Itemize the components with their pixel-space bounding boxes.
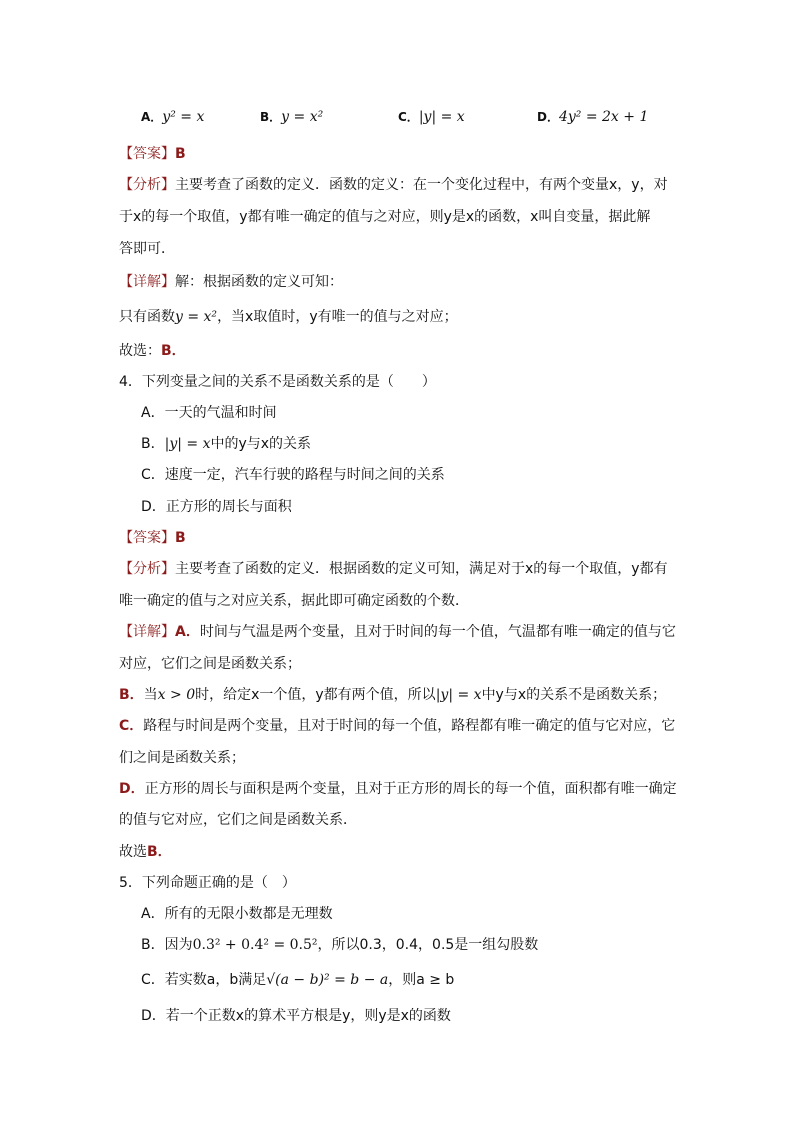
- q4-detail-c-line-1: C．路程与时间是两个变量，且对于时间的每一个值，路程都有唯一确定的值与它对应，它: [119, 718, 676, 734]
- q3-analysis-line-1: 【分析】主要考查了函数的定义．函数的定义：在一个变化过程中，有两个变量x，y，对: [119, 177, 668, 193]
- q4-analysis-line-1: 【分析】主要考查了函数的定义．根据函数的定义可知，满足对于x的每一个取值，y都有: [119, 561, 668, 577]
- q3-option-b: B．y = x²: [260, 109, 324, 125]
- q3-analysis-line-2: 于x的每一个取值，y都有唯一确定的值与之对应，则y是x的函数，x叫自变量，据此解: [119, 209, 651, 225]
- q5-stem: 5．下列命题正确的是（ ）: [119, 875, 296, 891]
- q4-detail-b: B．当x > 0时，给定x一个值，y都有两个值，所以|y| = x中y与x的关系不是函数关系；: [119, 687, 667, 703]
- q3-choose: 故选：B．: [119, 343, 186, 359]
- q3-detail-line-1: 【详解】解：根据函数的定义可知：: [119, 274, 343, 290]
- q4-option-c: C．速度一定，汽车行驶的路程与时间之间的关系: [141, 467, 445, 483]
- q5-option-c: C．若实数a，b满足√(a − b)² = b − a，则a ≥ b: [141, 972, 455, 988]
- q3-option-d: D．4y² = 2x + 1: [537, 109, 649, 125]
- q4-analysis-line-2: 唯一确定的值与之对应关系，据此即可确定函数的个数．: [119, 593, 469, 609]
- q3-detail-line-2: 只有函数y = x²，当x取值时，y有唯一的值与之对应；: [119, 309, 458, 325]
- q4-choose: 故选B．: [119, 844, 172, 860]
- q4-stem: 4．下列变量之间的关系不是函数关系的是（ ）: [119, 374, 436, 390]
- q4-detail-a-line-1: 【详解】A．时间与气温是两个变量，且对于时间的每一个值，气温都有唯一确定的值与它: [119, 624, 676, 640]
- q4-option-b: B．|y| = x中的y与x的关系: [141, 436, 312, 452]
- q3-option-a: A．y² = x: [141, 109, 205, 125]
- q3-option-c: C．|y| = x: [398, 109, 465, 125]
- q4-option-a: A．一天的气温和时间: [141, 405, 277, 421]
- q4-detail-d-line-2: 的值与它对应，它们之间是函数关系．: [119, 812, 357, 828]
- q5-option-a: A．所有的无限小数都是无理数: [141, 906, 333, 922]
- q4-answer: 【答案】B: [119, 530, 186, 546]
- q4-detail-c-line-2: 们之间是函数关系；: [119, 750, 245, 766]
- q3-answer: 【答案】B: [119, 146, 186, 162]
- q5-option-b: B．因为0.3² + 0.4² = 0.5²，所以0.3，0.4，0.5是一组勾股数: [141, 937, 539, 953]
- q3-analysis-line-3: 答即可．: [119, 241, 175, 257]
- q4-option-d: D．正方形的周长与面积: [141, 499, 292, 515]
- q4-detail-d-line-1: D．正方形的周长与面积是两个变量，且对于正方形的周长的每一个值，面积都有唯一确定: [119, 781, 677, 797]
- q5-option-d: D．若一个正数x的算术平方根是y，则y是x的函数: [141, 1008, 451, 1024]
- q4-detail-a-line-2: 对应，它们之间是函数关系；: [119, 656, 301, 672]
